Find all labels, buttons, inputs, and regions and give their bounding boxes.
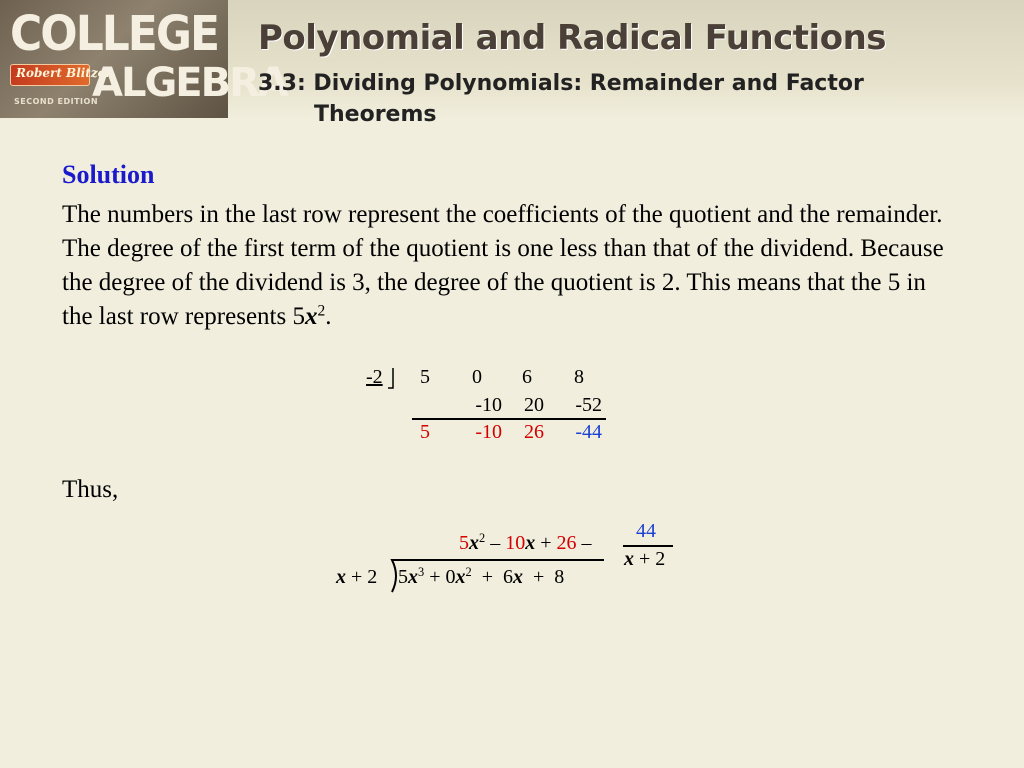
- paragraph-variable: x: [304, 303, 318, 330]
- dividend-exp-2: 2: [465, 565, 472, 580]
- logo-edition-text: SECOND EDITION: [14, 97, 99, 106]
- logo-algebra-text: ALGEBRA: [92, 60, 287, 106]
- college-algebra-logo: [0, 0, 287, 118]
- quotient-exp-1: 2: [479, 531, 486, 546]
- synth-row3-col3: 26: [524, 421, 544, 443]
- synth-row2-col3: 20: [524, 394, 544, 416]
- synth-row3-col4: -44: [575, 421, 602, 443]
- dividend-var-2: x: [455, 566, 466, 588]
- remainder-fraction-bar: [623, 545, 673, 547]
- remainder-den-rest: + 2: [639, 548, 666, 570]
- dividend-var-1: x: [408, 566, 418, 588]
- chapter-title: Polynomial and Radical Functions: [258, 18, 887, 58]
- quotient-coef-3: 26: [556, 532, 577, 554]
- dividend-var-3: x: [512, 566, 523, 588]
- synth-row1-col1: 5: [420, 366, 430, 388]
- remainder-denominator: [624, 548, 665, 571]
- paragraph-text: The numbers in the last row represent the coefficients of the quotient and the remainder. The degree of the first term of the quotient is one less than that of the dividend. Because the degree of the dividend is 3, the degree of the quotient is 2. This means that the 5 in the last row represents 5: [62, 201, 944, 330]
- quotient-expression: [459, 532, 591, 555]
- section-title-line1: 3.3: Dividing Polynomials: Remainder and Factor: [258, 71, 864, 96]
- logo-college-text: COLLEGE: [10, 6, 218, 63]
- remainder-numerator: 44: [636, 520, 656, 542]
- long-divisor-var: x: [336, 566, 346, 588]
- paragraph-exponent: 2: [317, 302, 326, 320]
- quotient-var-2: x: [525, 532, 536, 554]
- synthetic-divisor: -2: [366, 366, 383, 388]
- dividend-op-3: +: [532, 566, 545, 588]
- long-divisor: [336, 566, 377, 589]
- quotient-op-1: –: [490, 532, 501, 554]
- quotient-var-1: x: [469, 532, 479, 554]
- logo-author-text: Robert Blitzer: [16, 66, 112, 80]
- dividend-exp-1: 3: [418, 565, 425, 580]
- quotient-op-2: +: [540, 532, 552, 554]
- dividend-op-2: +: [481, 566, 493, 588]
- synth-row1-col4: 8: [574, 366, 584, 388]
- dividend-expression: [398, 566, 564, 589]
- synth-row3-col1: 5: [420, 421, 430, 443]
- synth-row1-col2: 0: [472, 366, 482, 388]
- dividend-op-1: +: [429, 566, 441, 588]
- section-title: [258, 68, 958, 130]
- quotient-coef-2: 10: [505, 532, 526, 554]
- paragraph-period: .: [325, 303, 332, 330]
- quotient-op-3: –: [581, 532, 592, 554]
- remainder-den-var: x: [624, 548, 634, 570]
- long-divisor-rest: + 2: [351, 566, 378, 588]
- synth-rule: [412, 418, 606, 420]
- quotient-coef-1: 5: [459, 532, 469, 554]
- divisor-bracket: [386, 366, 396, 392]
- slide-header: [0, 0, 1024, 127]
- division-bracket: [382, 556, 608, 596]
- synth-row2-col4: -52: [575, 394, 602, 416]
- synth-row1-col3: 6: [522, 366, 532, 388]
- thus-label: Thus,: [62, 476, 119, 503]
- dividend-coef-3: 6: [502, 566, 513, 588]
- synth-row3-col2: -10: [475, 421, 502, 443]
- section-title-line2: Theorems: [314, 102, 437, 127]
- synth-row2-col2: -10: [475, 394, 502, 416]
- solution-heading: Solution: [62, 160, 155, 189]
- dividend-const: 8: [554, 566, 565, 588]
- dividend-coef-2: 0: [445, 566, 456, 588]
- solution-paragraph: [62, 198, 962, 334]
- dividend-coef-1: 5: [398, 566, 408, 588]
